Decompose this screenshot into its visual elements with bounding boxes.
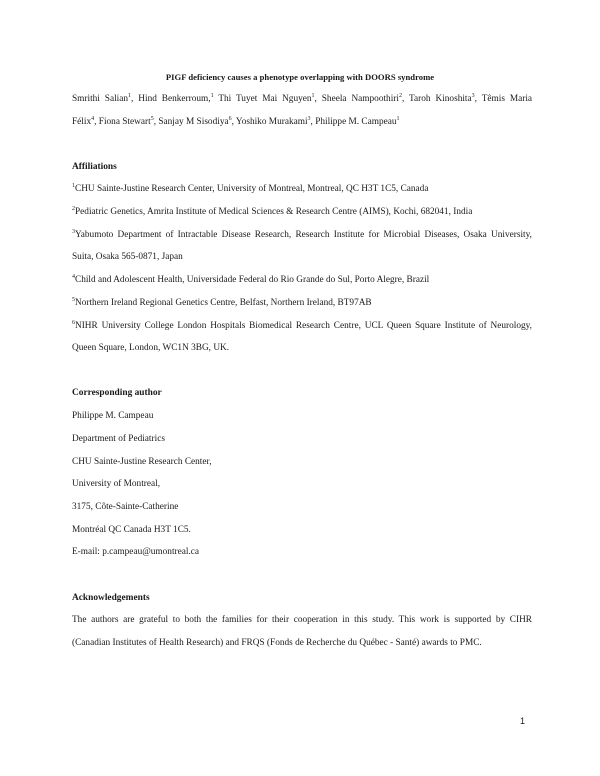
paper-title: PIGF deficiency causes a phenotype overlapping with DOORS syndrome xyxy=(165,72,435,82)
author: Têmis Maria xyxy=(481,94,533,104)
affiliation-6-continued: Queen Square, London, WC1N 3BG, UK. xyxy=(72,343,230,353)
page-number: 1 xyxy=(520,716,526,726)
corresponding-name: Philippe M. Campeau xyxy=(72,411,154,421)
acknowledgements-heading: Acknowledgements xyxy=(72,593,150,603)
corresponding-university: University of Montreal, xyxy=(72,479,161,489)
corresponding-city: Montréal QC Canada H3T 1C5. xyxy=(72,525,191,535)
affiliation-2: $^2$Pediatric Genetics, Amrita Institute of Medical Sciences & Research Centre (AIMS), Kochi, 682041, India xyxy=(72,206,473,217)
acknowledgements-line-1: The authors are grateful to both the families for their cooperation in this study. This work is supported by CIHR xyxy=(72,615,532,625)
author: Thi Tuyet Mai Nguyen$^1$, xyxy=(218,93,317,104)
author: Yoshiko Murakami$^3$, xyxy=(235,116,313,127)
author-line-2 xyxy=(72,116,532,128)
corresponding-department: Department of Pediatrics xyxy=(72,434,165,444)
corresponding-email: E-mail: p.campeau@umontreal.ca xyxy=(72,547,200,557)
author-line-1 xyxy=(72,93,532,105)
affiliation-5: $^5$Northern Ireland Regional Genetics Centre, Belfast, Northern Ireland, BT97AB xyxy=(72,297,372,308)
author: Fiona Stewart$^5$, xyxy=(98,116,157,127)
affiliation-6: $^6$NIHR University College London Hospitals Biomedical Research Centre, UCL Queen Square Institute of Neurology, xyxy=(72,320,532,331)
author: Hind Benkerroum,$^1$ xyxy=(138,93,214,104)
acknowledgements-line-2: (Canadian Institutes of Health Research) and FRQS (Fonds de Recherche du Québec - Santé) awards to PMC. xyxy=(72,638,482,648)
corresponding-author-heading: Corresponding author xyxy=(72,388,162,398)
corresponding-center: CHU Sainte-Justine Research Center, xyxy=(72,457,212,467)
author: Sheela Nampoothiri$^2$, xyxy=(321,93,405,104)
author: Philippe M. Campeau$^1$ xyxy=(315,116,400,127)
affiliation-3: $^3$Yabumoto Department of Intractable Disease Research, Research Institute for Microbial Diseases, Osaka University, xyxy=(72,229,532,240)
affiliation-4: $^4$Child and Adolescent Health, Universidade Federal do Rio Grande do Sul, Porto Alegre, Brazil xyxy=(72,274,430,285)
affiliation-1: $^1$CHU Sainte-Justine Research Center, University of Montreal, Montreal, QC H3T 1C5, Canada xyxy=(72,183,429,194)
corresponding-street: 3175, Côte-Sainte-Catherine xyxy=(72,502,179,512)
affiliation-3-continued: Suita, Osaka 565-0871, Japan xyxy=(72,252,183,262)
author: Sanjay M Sisodiya$^6$, xyxy=(158,116,234,127)
affiliations-heading: Affiliations xyxy=(72,162,117,172)
author: Taroh Kinoshita$^3$, xyxy=(409,93,477,104)
author: Smrithi Salian$^1$, xyxy=(72,93,134,104)
author: Félix$^4$, xyxy=(72,116,97,127)
